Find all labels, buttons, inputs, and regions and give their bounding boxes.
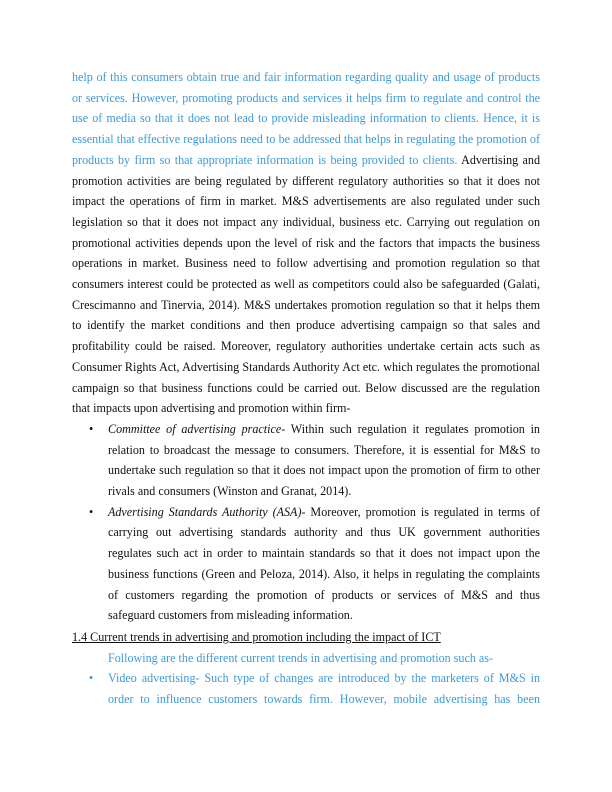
list-item-text: Video advertising- Such type of changes are introduced by the marketers of M&S in order to influence customers towards firm. However, mobile advertising has been — [108, 671, 540, 707]
body-paragraph — [72, 67, 540, 419]
list-item-title: Advertising Standards Authority (ASA) — [108, 504, 302, 519]
regulation-list — [72, 419, 540, 626]
bullet-icon: • — [89, 504, 94, 519]
bullet-icon: • — [89, 421, 94, 436]
intro-text: Following are the different current trends in advertising and promotion such as- — [108, 650, 493, 665]
list-item — [72, 502, 540, 626]
list-item — [72, 419, 540, 502]
list-item-title: Committee of advertising practice — [108, 421, 282, 436]
trend-list — [72, 668, 540, 709]
bullet-icon: • — [89, 671, 94, 686]
list-item — [72, 668, 540, 709]
section-heading: 1.4 Current trends in advertising and promotion including the impact of ICT — [72, 629, 441, 644]
paragraph-text: Advertising and promotion activities are being regulated by different regulatory authorities so that it does not impact the operations of firm in market. M&S advertisements are also regulated under such legislation so that it does not impact any individual, business etc. Carrying out regulation on promotional activities depends upon the level of risk and the factors that impacts the business operations in market. Business need to follow advertising and promotion regulation so that consumers interest could be protected as well as competitors could also be safeguarded (Galati, Crescimanno and Tinervia, 2014). M&S undertakes promotion regulation so that it helps them to identify the market conditions and then produce advertising campaign so that sales and profitability could be raised. Moreover, regulatory authorities undertake certain acts such as Consumer Rights Act, Advertising Standards Authority Act etc. which regulates the promotional campaign so that business functions could be carried out. Below discussed are the regulation that impacts upon advertising and promotion within firm- — [72, 152, 541, 416]
highlighted-text: help of this consumers obtain true and fair information regarding quality and usage of products or services. However, promoting products and services it helps firm to regulate and control the use of media so that it does not lead to provide misleading information to clients. Hence, it is essential that effective regulations need to be addressed that helps in regulating the promotion of products by firm so that appropriate information is being provided to clients. — [72, 70, 540, 167]
list-item-text: - Moreover, promotion is regulated in terms of carrying out advertising standards authority and thus UK government authorities regulates such act in order to maintain standards so that it does not impact upon the business functions (Green and Peloza, 2014). Also, it helps in regulating the complaints of customers regarding the promotion of products or services of M&S and thus safeguard customers from misleading information. — [108, 504, 540, 623]
document-page — [72, 67, 540, 710]
list-item-text: - Within such regulation it regulates promotion in relation to broadcast the message to consumers. Therefore, it is essential for M&S to undertake such regulation so that it does not impact upon the promotion of firm to other rivals and consumers (Winston and Granat, 2014). — [108, 421, 540, 499]
